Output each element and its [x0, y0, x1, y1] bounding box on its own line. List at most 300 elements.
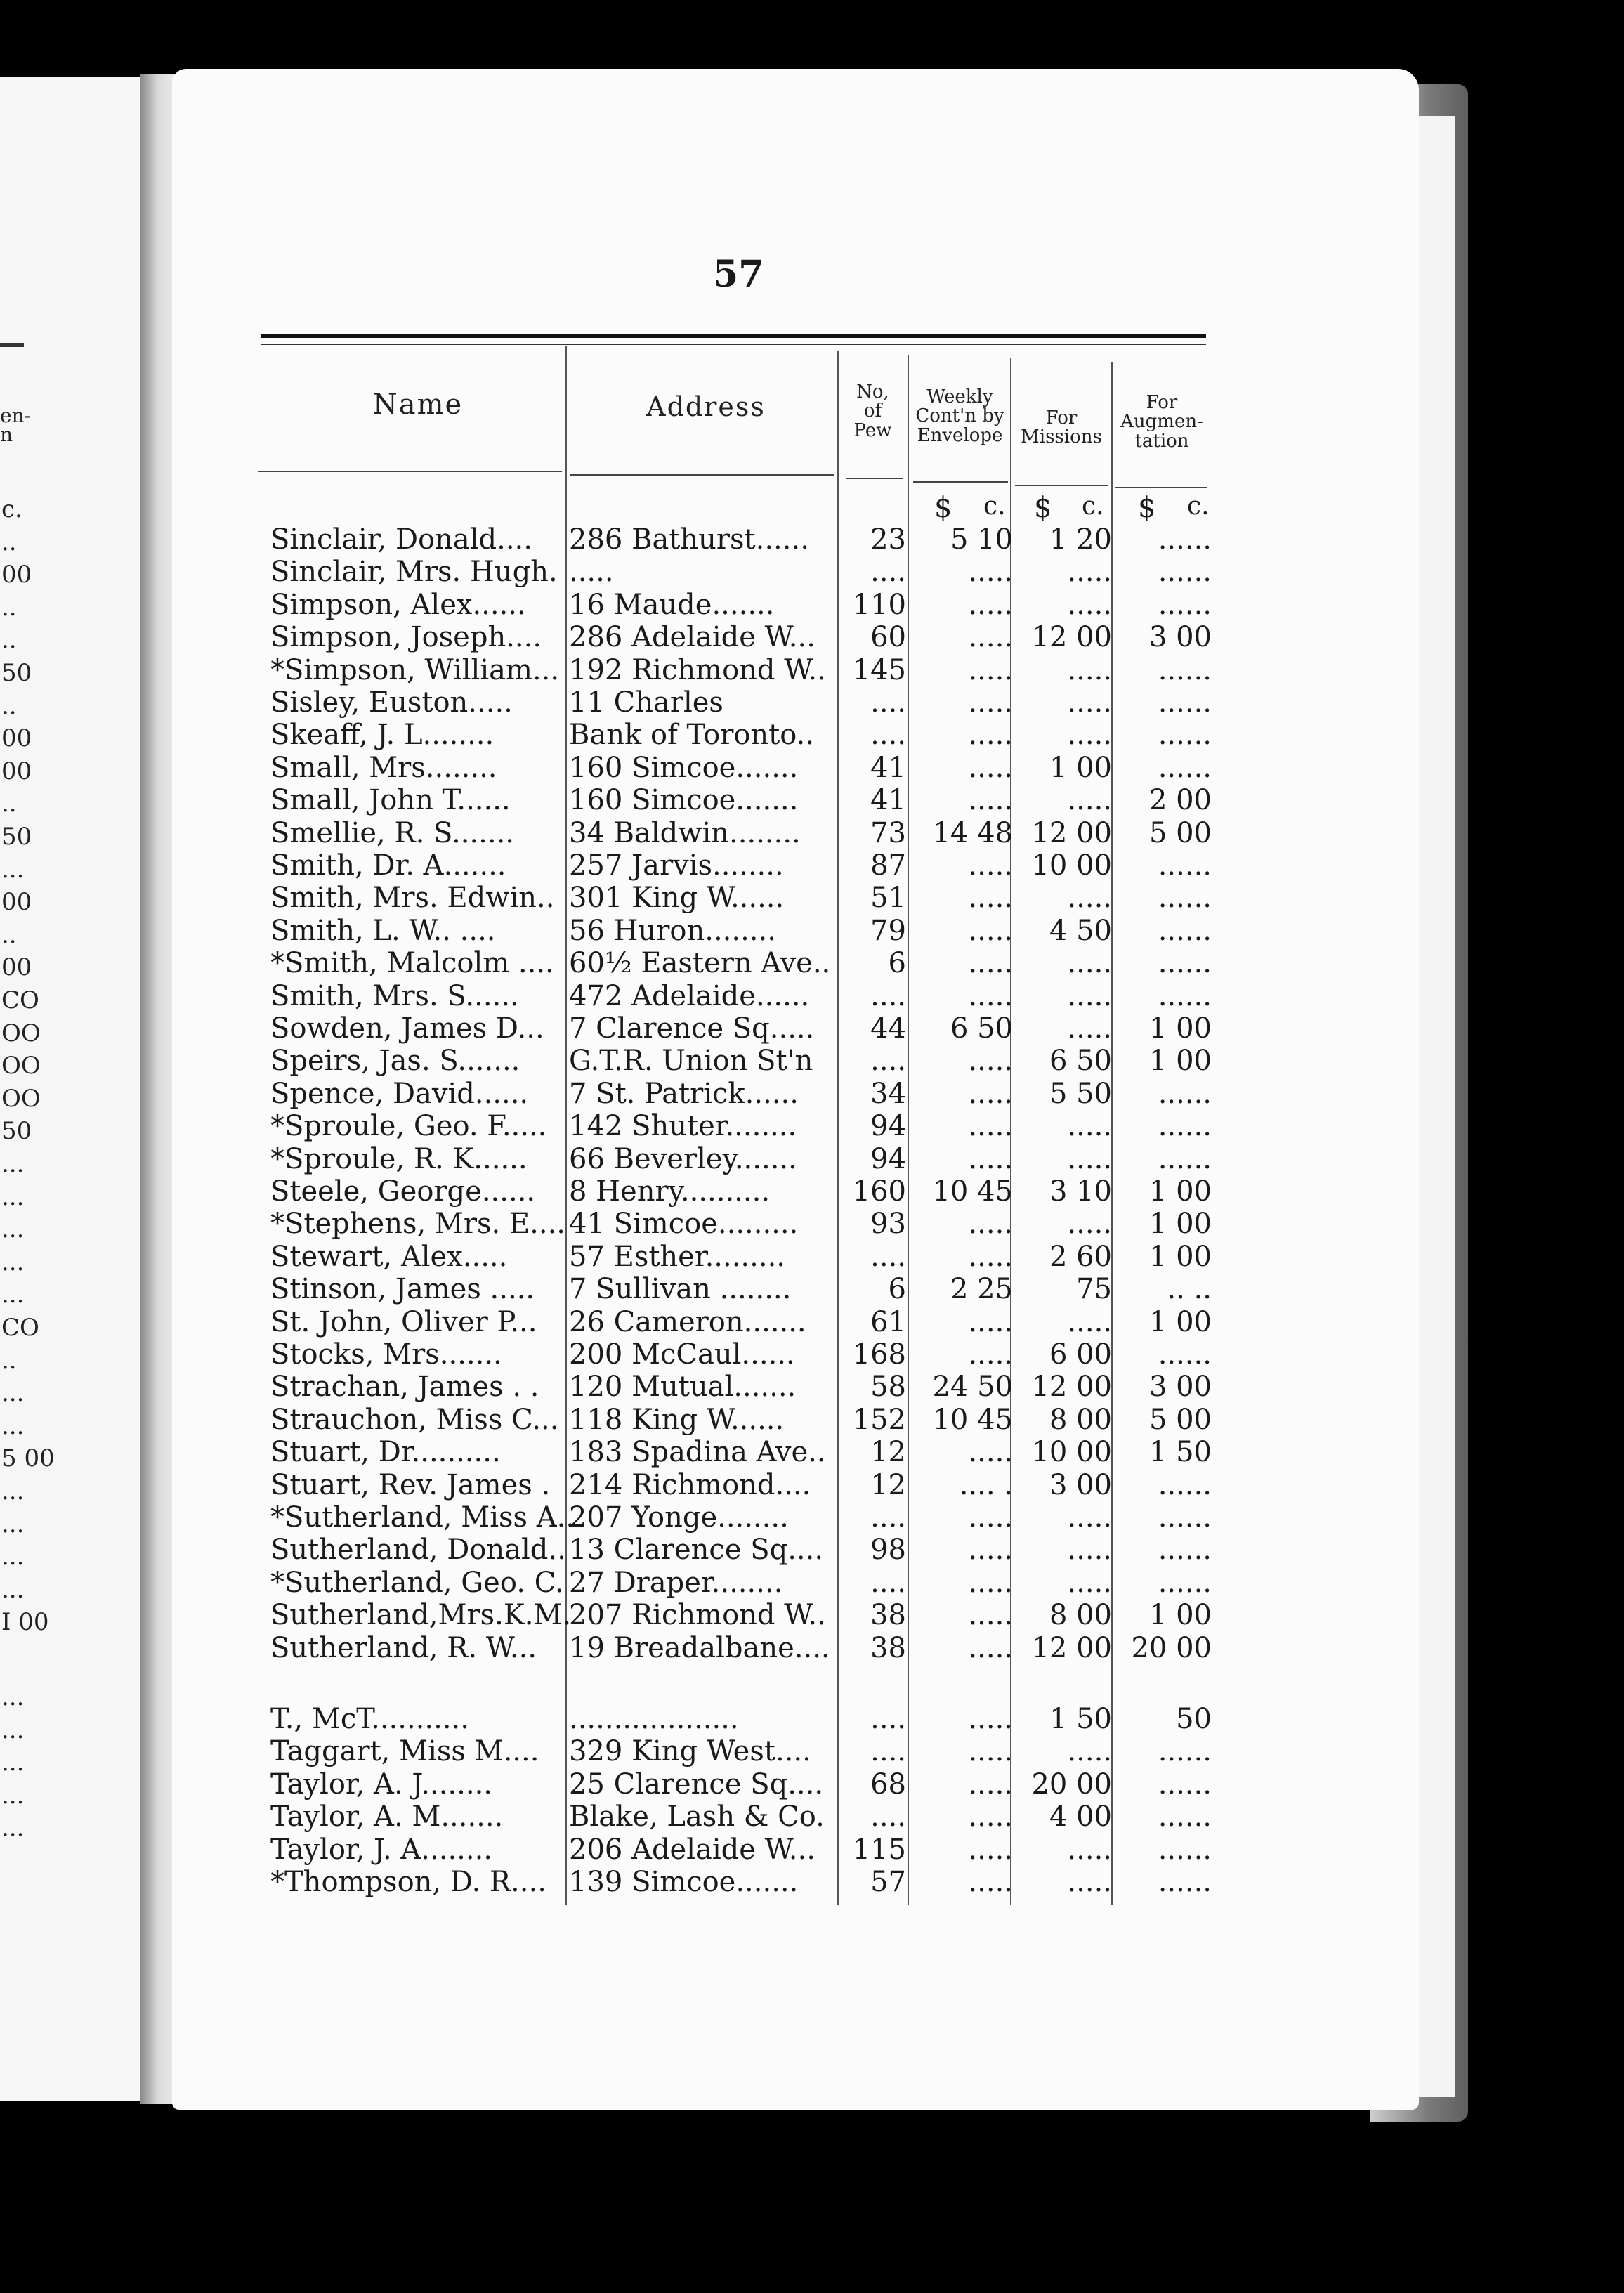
weekly-contribution: .....: [968, 1703, 1013, 1735]
missions-amount: .....: [1067, 653, 1112, 686]
member-address: 60½ Eastern Ave..: [569, 947, 831, 980]
header-address: Address: [646, 391, 766, 422]
pew-number: 115: [852, 1833, 906, 1866]
member-name: Stuart, Rev. James .: [270, 1468, 551, 1501]
header-pew: [839, 383, 906, 440]
member-address: 192 Richmond W..: [569, 653, 826, 686]
missions-amount: .....: [1067, 784, 1112, 817]
weekly-contribution: .....: [968, 1534, 1013, 1567]
member-name: Sinclair, Donald....: [270, 523, 532, 556]
left-page-cell: ...: [1, 1716, 25, 1744]
left-page-cell: ...: [1, 1575, 25, 1604]
weekly-contribution: .....: [968, 1142, 1013, 1175]
augmentation-amount: ......: [1158, 523, 1212, 556]
augmentation-amount: ......: [1158, 947, 1212, 980]
missions-amount: .....: [1067, 1208, 1112, 1241]
weekly-contribution: 10 45: [932, 1175, 1013, 1208]
left-page-cell: ..: [1, 528, 17, 556]
weekly-contribution: .....: [968, 1801, 1013, 1834]
member-name: *Stephens, Mrs. E....: [270, 1208, 565, 1241]
augmentation-amount: 1 00: [1148, 1240, 1212, 1273]
member-address: 301 King W......: [569, 882, 785, 915]
member-name: St. John, Oliver P...: [270, 1305, 537, 1338]
left-page-cell: 50: [1, 1117, 32, 1146]
left-page-cell: 00: [1, 953, 32, 982]
weekly-contribution: .....: [968, 1631, 1013, 1664]
weekly-contribution: .....: [968, 1501, 1013, 1534]
header-weekly-line: Cont'n by: [915, 405, 1004, 427]
augmentation-amount: 1 00: [1148, 1012, 1212, 1045]
augmentation-amount: ......: [1158, 979, 1212, 1012]
member-address: 56 Huron........: [569, 914, 776, 947]
weekly-contribution: .....: [968, 1566, 1013, 1599]
augmentation-amount: ......: [1158, 1501, 1212, 1534]
missions-amount: .....: [1067, 1735, 1112, 1768]
pew-number: ....: [870, 1566, 906, 1599]
augmentation-amount: 5 00: [1148, 816, 1212, 849]
augmentation-amount: ......: [1158, 653, 1212, 686]
column-divider: [837, 351, 839, 1905]
pew-number: 60: [870, 621, 906, 654]
pew-number: 58: [870, 1371, 906, 1404]
member-address: 207 Richmond W..: [569, 1599, 826, 1632]
augmentation-amount: ......: [1158, 1768, 1212, 1801]
header-augmentation: [1113, 393, 1211, 451]
missions-amount: 6 50: [1049, 1045, 1112, 1078]
member-address: 7 Clarence Sq.....: [569, 1012, 815, 1045]
missions-amount: 3 10: [1049, 1175, 1112, 1208]
missions-amount: 1 00: [1049, 751, 1112, 784]
weekly-contribution: .....: [968, 1599, 1013, 1632]
member-address: 160 Simcoe.......: [569, 784, 799, 817]
member-name: Taylor, A. M.......: [270, 1801, 504, 1834]
member-address: 120 Mutual.......: [569, 1371, 797, 1404]
member-name: Spence, David......: [270, 1077, 529, 1110]
member-address: 183 Spadina Ave..: [569, 1436, 826, 1469]
missions-amount: .....: [1067, 1501, 1112, 1534]
augmentation-amount: 50: [1176, 1703, 1212, 1735]
member-name: Speirs, Jas. S.......: [270, 1045, 520, 1078]
header-rule-thick: [261, 334, 1206, 338]
member-address: 257 Jarvis........: [569, 849, 784, 882]
pew-number: 73: [870, 816, 906, 849]
missions-amount: .....: [1067, 1142, 1112, 1175]
missions-amount: 10 00: [1031, 1436, 1112, 1469]
left-header-fragment: n: [0, 423, 13, 446]
pew-number: 34: [870, 1077, 906, 1110]
weekly-contribution: .....: [968, 1436, 1013, 1469]
augmentation-amount: 3 00: [1148, 621, 1212, 654]
header-name: Name: [372, 388, 464, 421]
weekly-contribution: .....: [968, 784, 1013, 817]
missions-amount: 12 00: [1031, 1631, 1112, 1664]
missions-amount: 4 50: [1049, 914, 1112, 947]
currency-cents: c.: [983, 492, 1006, 521]
member-name: Simpson, Alex......: [270, 588, 526, 621]
left-page-cell: ..: [1, 920, 17, 949]
pew-number: 51: [870, 882, 906, 915]
member-name: *Simpson, William...: [270, 653, 560, 686]
left-page-rule: [0, 343, 24, 347]
left-page-cell: OO: [1, 1019, 41, 1047]
weekly-contribution: .....: [968, 1110, 1013, 1143]
left-page-cell: ...: [1, 1510, 25, 1539]
member-name: Sisley, Euston.....: [270, 686, 513, 719]
pew-number: 110: [852, 588, 906, 621]
member-name: Sowden, James D...: [270, 1012, 544, 1045]
missions-amount: 20 00: [1031, 1768, 1112, 1801]
augmentation-amount: ......: [1158, 849, 1212, 882]
augmentation-amount: ......: [1158, 1534, 1212, 1567]
header-underline: [1115, 487, 1207, 488]
header-missions-line: For: [1045, 407, 1078, 429]
pew-number: 168: [852, 1338, 906, 1371]
member-name: Sinclair, Mrs. Hugh.: [270, 556, 558, 589]
augmentation-amount: ......: [1158, 1735, 1212, 1768]
header-weekly-line: Weekly: [926, 386, 993, 407]
header-augmentation-line: For: [1146, 392, 1178, 413]
pew-number: 93: [870, 1208, 906, 1241]
weekly-contribution: .....: [968, 556, 1013, 589]
currency-symbol: $: [934, 492, 952, 524]
member-address: 214 Richmond....: [569, 1468, 811, 1501]
missions-amount: .....: [1067, 1305, 1112, 1338]
member-address: Bank of Toronto..: [569, 719, 815, 752]
weekly-contribution: .....: [968, 914, 1013, 947]
augmentation-amount: ......: [1158, 719, 1212, 752]
header-pew-line: of: [863, 400, 882, 422]
weekly-contribution: 5 10: [950, 523, 1013, 556]
pew-number: 145: [852, 653, 906, 686]
header-augmentation-line: Augmen-: [1120, 411, 1203, 433]
member-name: Sutherland, Donald..: [270, 1534, 566, 1567]
augmentation-amount: ......: [1158, 1468, 1212, 1501]
left-page-cell: ...: [1, 1477, 25, 1505]
weekly-contribution: 2 25: [950, 1273, 1013, 1306]
left-page-cell: ..: [1, 691, 17, 720]
pew-number: 38: [870, 1631, 906, 1664]
left-page-cell: ...: [1, 855, 25, 884]
member-address: 200 McCaul......: [569, 1338, 795, 1371]
member-name: T., McT...........: [270, 1703, 469, 1735]
augmentation-amount: 1 00: [1148, 1175, 1212, 1208]
header-missions: [1011, 409, 1111, 448]
header-pew-line: Pew: [853, 419, 892, 441]
left-page-cell: 00: [1, 757, 32, 785]
header-augmentation-line: tation: [1134, 430, 1189, 452]
header-weekly-line: Envelope: [917, 424, 1003, 446]
pew-number: 12: [870, 1468, 906, 1501]
weekly-contribution: .....: [968, 1735, 1013, 1768]
member-name: *Sutherland, Geo. C.: [270, 1566, 564, 1599]
augmentation-amount: .. ..: [1167, 1273, 1212, 1306]
currency-cents: c.: [1187, 492, 1210, 521]
left-page-cell: ...: [1, 1379, 25, 1408]
weekly-contribution: .....: [968, 1866, 1013, 1898]
missions-amount: .....: [1067, 719, 1112, 752]
pew-number: 94: [870, 1110, 906, 1143]
pew-number: 41: [870, 784, 906, 817]
left-page-cell: ..: [1, 1346, 17, 1375]
currency-cents: c.: [1082, 492, 1104, 521]
header-underline: [1015, 485, 1108, 486]
member-address: 66 Beverley.......: [569, 1142, 797, 1175]
member-address: 160 Simcoe.......: [569, 751, 799, 784]
member-address: ...................: [569, 1703, 739, 1735]
member-name: Skeaff, J. L........: [270, 719, 495, 752]
member-name: Small, Mrs........: [270, 751, 497, 784]
pew-number: ....: [870, 719, 906, 752]
missions-amount: .....: [1067, 882, 1112, 915]
member-address: G.T.R. Union St'n: [569, 1045, 813, 1078]
pew-number: ....: [870, 1240, 906, 1273]
member-name: *Sutherland, Miss A..: [270, 1501, 575, 1534]
member-address: 142 Shuter........: [569, 1110, 797, 1143]
page-number: 57: [713, 253, 764, 296]
pew-number: 68: [870, 1768, 906, 1801]
missions-amount: .....: [1067, 686, 1112, 719]
augmentation-amount: ......: [1158, 1110, 1212, 1143]
augmentation-amount: 1 00: [1148, 1045, 1212, 1078]
augmentation-amount: ......: [1158, 1833, 1212, 1866]
pew-number: 38: [870, 1599, 906, 1632]
member-address: 286 Bathurst......: [569, 523, 809, 556]
member-name: Steele, George......: [270, 1175, 536, 1208]
pew-number: 23: [870, 523, 906, 556]
pew-number: 87: [870, 849, 906, 882]
missions-amount: 8 00: [1049, 1599, 1112, 1632]
missions-amount: 1 50: [1049, 1703, 1112, 1735]
member-name: *Sproule, Geo. F.....: [270, 1110, 547, 1143]
augmentation-amount: 1 50: [1148, 1436, 1212, 1469]
member-name: Stocks, Mrs.......: [270, 1338, 502, 1371]
member-name: Stuart, Dr..........: [270, 1436, 501, 1469]
member-address: 41 Simcoe.........: [569, 1208, 799, 1241]
member-address: 206 Adelaide W...: [569, 1833, 816, 1866]
weekly-contribution: .....: [968, 621, 1013, 654]
weekly-contribution: .....: [968, 979, 1013, 1012]
pew-number: ....: [870, 979, 906, 1012]
missions-amount: .....: [1067, 1566, 1112, 1599]
weekly-contribution: .....: [968, 719, 1013, 752]
pew-number: ....: [870, 1801, 906, 1834]
weekly-contribution: .....: [968, 882, 1013, 915]
member-name: *Sproule, R. K......: [270, 1142, 528, 1175]
weekly-contribution: .....: [968, 751, 1013, 784]
weekly-contribution: .....: [968, 1077, 1013, 1110]
member-name: Stinson, James .....: [270, 1273, 535, 1306]
pew-number: 160: [852, 1175, 906, 1208]
augmentation-amount: ......: [1158, 1142, 1212, 1175]
weekly-contribution: .....: [968, 1305, 1013, 1338]
pew-number: ....: [870, 1501, 906, 1534]
member-address: 26 Cameron.......: [569, 1305, 806, 1338]
header-missions-line: Missions: [1021, 426, 1102, 448]
augmentation-amount: 20 00: [1131, 1631, 1212, 1664]
missions-amount: .....: [1067, 1110, 1112, 1143]
member-address: 57 Esther.........: [569, 1240, 786, 1273]
augmentation-amount: ......: [1158, 1077, 1212, 1110]
left-page-cell: 5 00: [1, 1444, 55, 1473]
left-page-cell: ...: [1, 1814, 25, 1843]
member-name: Smith, Dr. A.......: [270, 849, 506, 882]
weekly-contribution: .....: [968, 947, 1013, 980]
member-address: 34 Baldwin........: [569, 816, 801, 849]
weekly-contribution: .....: [968, 653, 1013, 686]
column-divider: [565, 346, 567, 1905]
member-name: Sutherland,Mrs.K.M.: [270, 1599, 572, 1632]
left-page-cell: ..: [1, 626, 17, 655]
missions-amount: .....: [1067, 588, 1112, 621]
member-name: Strachan, James . .: [270, 1371, 539, 1404]
header-underline: [913, 481, 1008, 483]
missions-amount: 12 00: [1031, 1371, 1112, 1404]
left-page-cell: c.: [1, 495, 22, 523]
member-name: Smith, Mrs. Edwin..: [270, 882, 555, 915]
weekly-contribution: 10 45: [932, 1403, 1013, 1436]
member-name: Small, John T......: [270, 784, 511, 817]
header-underline: [570, 474, 834, 476]
missions-amount: 5 50: [1049, 1077, 1112, 1110]
member-address: Blake, Lash & Co.: [569, 1801, 825, 1834]
augmentation-amount: 1 00: [1148, 1305, 1212, 1338]
left-page-cell: 50: [1, 659, 32, 687]
member-name: Sutherland, R. W...: [270, 1631, 537, 1664]
pew-number: 6: [888, 947, 906, 980]
pew-number: 94: [870, 1142, 906, 1175]
augmentation-amount: ......: [1158, 914, 1212, 947]
pew-number: 12: [870, 1436, 906, 1469]
member-name: Taggart, Miss M....: [270, 1735, 539, 1768]
member-name: *Smith, Malcolm ....: [270, 947, 554, 980]
augmentation-amount: ......: [1158, 1801, 1212, 1834]
member-name: Smith, Mrs. S......: [270, 979, 519, 1012]
member-name: Taylor, J. A........: [270, 1833, 493, 1866]
member-address: 472 Adelaide......: [569, 979, 810, 1012]
augmentation-amount: ......: [1158, 882, 1212, 915]
missions-amount: .....: [1067, 947, 1112, 980]
member-name: Taylor, A. J........: [270, 1768, 493, 1801]
missions-amount: 2 60: [1049, 1240, 1112, 1273]
member-address: 329 King West....: [569, 1735, 811, 1768]
member-address: 8 Henry..........: [569, 1175, 771, 1208]
left-page-cell: CO: [1, 1314, 39, 1342]
pew-number: 41: [870, 751, 906, 784]
left-page-cell: ..: [1, 593, 17, 622]
member-address: 11 Charles: [569, 686, 723, 719]
left-page-cell: I 00: [1, 1608, 49, 1637]
missions-amount: .....: [1067, 1012, 1112, 1045]
left-page-cell: 00: [1, 888, 32, 917]
pew-number: ....: [870, 686, 906, 719]
pew-number: 6: [888, 1273, 906, 1306]
pew-number: ....: [870, 1703, 906, 1735]
pew-number: ....: [870, 556, 906, 589]
left-page-cell: ...: [1, 1411, 25, 1440]
missions-amount: 4 00: [1049, 1801, 1112, 1834]
weekly-contribution: .....: [968, 1045, 1013, 1078]
missions-amount: .....: [1067, 1866, 1112, 1898]
member-address: 16 Maude.......: [569, 588, 775, 621]
left-page-cell: ...: [1, 1781, 25, 1810]
left-page-cell: OO: [1, 1052, 41, 1080]
member-address: .....: [569, 556, 614, 589]
header-underline: [258, 471, 562, 472]
weekly-contribution: .....: [968, 1833, 1013, 1866]
augmentation-amount: ......: [1158, 751, 1212, 784]
augmentation-amount: ......: [1158, 1338, 1212, 1371]
currency-symbol: $: [1138, 492, 1156, 524]
pew-number: 61: [870, 1305, 906, 1338]
augmentation-amount: 1 00: [1148, 1208, 1212, 1241]
left-page-cell: 50: [1, 823, 32, 851]
left-page-cell: ..: [1, 790, 17, 818]
left-page-cell: CO: [1, 986, 39, 1014]
missions-amount: .....: [1067, 1833, 1112, 1866]
weekly-contribution: 24 50: [932, 1371, 1013, 1404]
missions-amount: .....: [1067, 979, 1112, 1012]
missions-amount: 12 00: [1031, 621, 1112, 654]
left-page-cell: ...: [1, 1215, 25, 1244]
member-name: Strauchon, Miss C...: [270, 1403, 559, 1436]
member-address: 207 Yonge........: [569, 1501, 789, 1534]
member-address: 118 King W......: [569, 1403, 785, 1436]
member-name: *Thompson, D. R....: [270, 1866, 546, 1898]
member-address: 19 Breadalbane....: [569, 1631, 830, 1664]
missions-amount: .....: [1067, 556, 1112, 589]
pew-number: 57: [870, 1866, 906, 1898]
member-name: Smith, L. W.. ....: [270, 914, 496, 947]
left-page-cell: 00: [1, 724, 32, 753]
member-address: 286 Adelaide W...: [569, 621, 816, 654]
left-page-cell: 00: [1, 561, 32, 589]
weekly-contribution: .....: [968, 1338, 1013, 1371]
weekly-contribution: .....: [968, 849, 1013, 882]
missions-amount: 75: [1076, 1273, 1112, 1306]
column-divider: [908, 355, 909, 1905]
weekly-contribution: .....: [968, 588, 1013, 621]
left-header-fragment: en-: [0, 404, 32, 427]
missions-amount: .....: [1067, 1534, 1112, 1567]
augmentation-amount: 2 00: [1148, 784, 1212, 817]
member-name: Simpson, Joseph....: [270, 621, 542, 654]
left-page-cell: ...: [1, 1683, 25, 1711]
member-address: 25 Clarence Sq....: [569, 1768, 824, 1801]
augmentation-amount: 5 00: [1148, 1403, 1212, 1436]
currency-symbol: $: [1034, 492, 1052, 524]
member-address: 13 Clarence Sq....: [569, 1534, 824, 1567]
left-page-cell: ...: [1, 1543, 25, 1572]
weekly-contribution: 14 48: [932, 816, 1013, 849]
member-name: Stewart, Alex.....: [270, 1240, 508, 1273]
weekly-contribution: .....: [968, 1240, 1013, 1273]
weekly-contribution: 6 50: [950, 1012, 1013, 1045]
header-pew-line: No,: [856, 381, 889, 403]
left-page-cell: ...: [1, 1150, 25, 1178]
missions-amount: 8 00: [1049, 1403, 1112, 1436]
augmentation-amount: ......: [1158, 1566, 1212, 1599]
augmentation-amount: ......: [1158, 588, 1212, 621]
pew-number: 44: [870, 1012, 906, 1045]
member-name: Smellie, R. S.......: [270, 816, 515, 849]
augmentation-amount: 3 00: [1148, 1371, 1212, 1404]
weekly-contribution: .....: [968, 686, 1013, 719]
missions-amount: 12 00: [1031, 816, 1112, 849]
left-page-cell: ...: [1, 1182, 25, 1211]
member-address: 27 Draper........: [569, 1566, 783, 1599]
left-page-cell: ...: [1, 1248, 25, 1276]
pew-number: ....: [870, 1735, 906, 1768]
